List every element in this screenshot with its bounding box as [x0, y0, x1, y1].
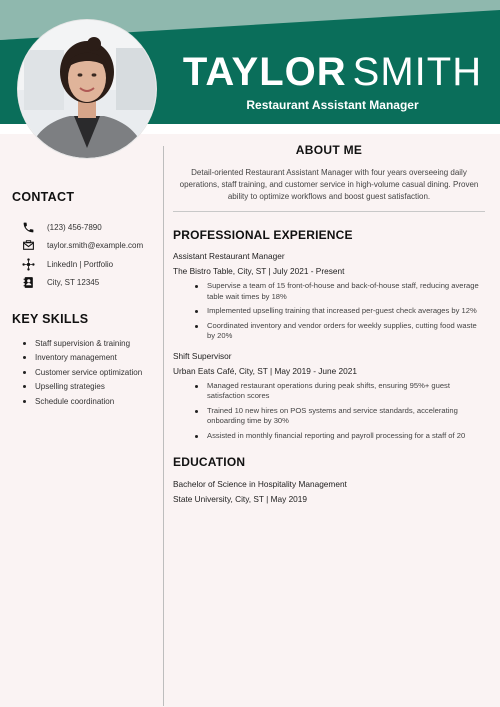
bullet-dot — [23, 342, 26, 345]
skill-item — [12, 365, 160, 380]
job-title: Restaurant Assistant Manager — [246, 98, 419, 112]
bullet-dot — [195, 285, 198, 288]
job-bullet-text: Supervise a team of 15 front-of-house and back-of-house staff, reducing average table wait times by 18% — [207, 281, 479, 301]
last-name: SMITH — [352, 50, 483, 94]
job-company: Urban Eats Café, City, ST | May 2019 - June 2021 — [173, 365, 358, 376]
contact-links — [12, 255, 160, 274]
job-entry — [173, 251, 485, 342]
contact-list — [12, 218, 160, 292]
contact-heading: CONTACT — [12, 190, 75, 204]
skills-heading: KEY SKILLS — [12, 312, 89, 326]
bullet-dot — [195, 325, 198, 328]
section-rule — [173, 211, 485, 212]
job-bullet — [173, 431, 485, 442]
job-bullet — [173, 381, 485, 402]
skill-item — [12, 351, 160, 366]
skill-list — [12, 336, 160, 409]
job-role: Shift Supervisor — [173, 350, 232, 361]
candidate-name — [180, 50, 485, 94]
contact-address-text: City, ST 12345 — [47, 278, 100, 288]
skill-text: Upselling strategies — [35, 382, 105, 392]
left-column — [12, 190, 160, 409]
job-bullet-text: Trained 10 new hires on POS systems and service standards, accelerating onboarding time by 30% — [207, 405, 458, 425]
envelope-icon — [21, 239, 35, 253]
skill-text: Customer service optimization — [35, 367, 143, 377]
job-bullet — [173, 321, 485, 342]
about-text: Detail-oriented Restaurant Assistant Manager with four years overseeing daily operations, staff training, and customer service in high-volume casual dining. Proven ability to optimize workflows and boost guest satisfaction. — [179, 168, 479, 201]
job-bullets — [173, 381, 485, 442]
profile-photo — [18, 20, 156, 158]
contact-links-text: LinkedIn | Portfolio — [47, 259, 114, 269]
contact-email-text: taylor.smith@example.com — [47, 241, 144, 251]
network-icon — [21, 257, 35, 271]
job-company: The Bistro Table, City, ST | July 2021 - Present — [173, 266, 345, 276]
skill-text: Schedule coordination — [35, 396, 115, 406]
column-divider — [163, 146, 164, 706]
education-heading: EDUCATION — [173, 455, 246, 469]
skill-text: Staff supervision & training — [35, 338, 131, 348]
phone-icon — [21, 220, 35, 234]
job-bullet — [173, 281, 485, 302]
contact-phone-text: (123) 456-7890 — [47, 222, 102, 232]
address-book-icon — [21, 276, 35, 290]
skills-section — [12, 312, 160, 409]
job-bullet-text: Implemented upselling training that increased per-guest check averages by 12% — [207, 306, 477, 315]
skill-text: Inventory management — [35, 353, 117, 363]
bullet-dot — [23, 356, 26, 359]
first-name: TAYLOR — [182, 50, 347, 94]
bullet-dot — [195, 310, 198, 313]
bullet-dot — [23, 400, 26, 403]
education-degree: Bachelor of Science in Hospitality Management — [173, 479, 347, 489]
contact-email — [12, 237, 160, 256]
experience-heading: PROFESSIONAL EXPERIENCE — [173, 228, 353, 242]
bullet-dot — [195, 385, 198, 388]
job-bullet — [173, 306, 485, 317]
contact-phone — [12, 218, 160, 237]
skill-item — [12, 394, 160, 409]
right-column — [173, 140, 485, 504]
job-bullet — [173, 406, 485, 427]
job-entry — [173, 351, 485, 442]
contact-address — [12, 274, 160, 293]
job-role: Assistant Restaurant Manager — [173, 251, 285, 261]
bullet-dot — [195, 435, 198, 438]
bullet-dot — [23, 385, 26, 388]
job-bullet-text: Coordinated inventory and vendor orders for weekly supplies, cutting food waste by 20% — [207, 320, 477, 340]
skill-item — [12, 380, 160, 395]
skill-item — [12, 336, 160, 351]
bullet-dot — [195, 410, 198, 413]
job-bullet-text: Managed restaurant operations during peak shifts, ensuring 95%+ guest satisfaction scores — [207, 380, 450, 400]
education-school: State University, City, ST | May 2019 — [173, 494, 308, 504]
job-bullets — [173, 281, 485, 342]
job-bullet-text: Assisted in monthly financial reporting and payroll processing for a staff of 20 — [207, 430, 466, 440]
about-heading: ABOUT ME — [295, 143, 363, 157]
bullet-dot — [23, 371, 26, 374]
